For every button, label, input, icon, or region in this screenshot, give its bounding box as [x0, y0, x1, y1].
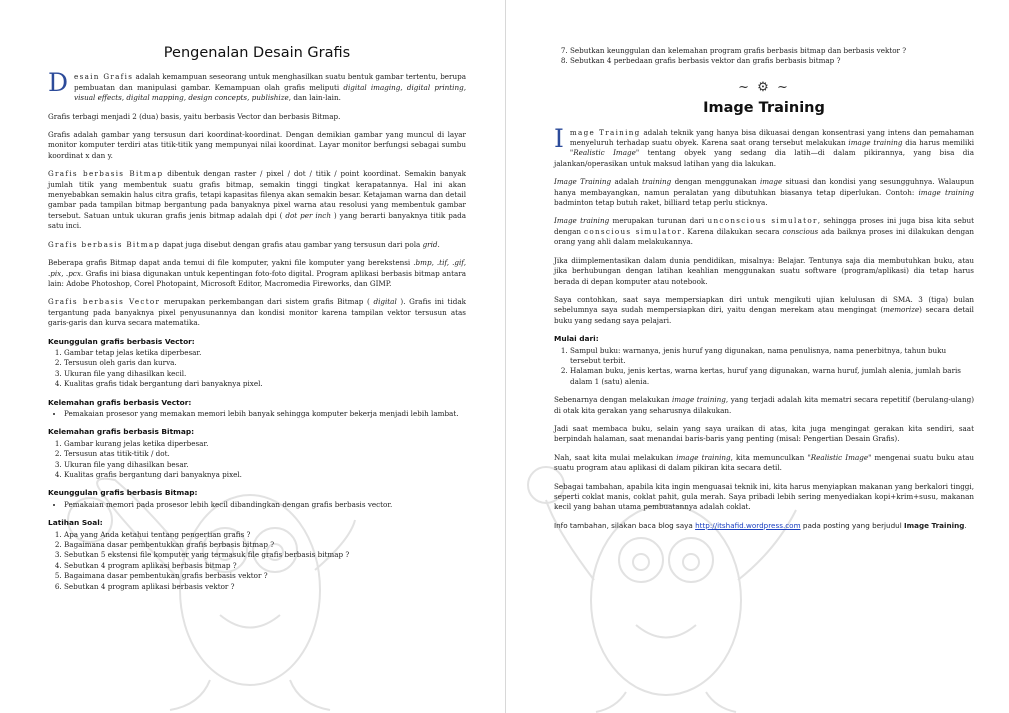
bitmap-weakness-list [48, 439, 466, 481]
mulai-list [554, 346, 974, 388]
list-item: • Pemakaian memori pada prosesor lebih kecil dibandingkan dengan grafis berbasis vector. [64, 500, 466, 510]
vector-advantages-list [48, 348, 466, 390]
exercise-list [48, 530, 466, 592]
page-title: Pengenalan Desain Grafis [163, 45, 351, 61]
list-item: 6. Sebutkan 4 program aplikasi berbasis vektor ? [64, 582, 466, 592]
section-heading: Keunggulan grafis berbasis Bitmap: [48, 488, 198, 498]
bitmap-advantages-list [48, 500, 466, 510]
paragraph: Sebagai tambahan, apabila kita ingin menguasai teknik ini, kita harus menyiapkan makanan yang berkalori tinggi, seperti coklat manis, coklat pahit, gula merah. Saya pribadi lebih sering menyediakan kopi+krim+susu, makanan kecil yang bahan utama pembuatannya adalah coklat. [554, 481, 974, 512]
list-item: 2. Tersusun oleh garis dan kurva. [64, 358, 466, 368]
dropcap: D [48, 68, 69, 98]
dropcap: I [554, 123, 564, 153]
list-item: 8. Sebutkan 4 perbedaan grafis berbasis vektor dan grafis berbasis bitmap ? [570, 56, 974, 66]
paragraph: Sebenarnya dengan melakukan image training, yang terjadi adalah kita mematri secara repetitif (berulang-ulang) di otak kita gerakan yang seharusnya dilakukan. [554, 395, 974, 415]
left-content [48, 46, 466, 592]
list-item: 7. Sebutkan keunggulan dan kelemahan program grafis berbasis bitmap dan berbasis vektor ? [570, 46, 974, 56]
list-item: 4. Kualitas grafis bergantung dari banyaknya pixel. [64, 470, 466, 480]
list-item: 2. Halaman buku, jenis kertas, warna kertas, huruf yang digunakan, warna huruf, jumlah alenia, jumlah baris dalam 1 (satu) alenia. [570, 366, 974, 387]
list-item: 5. Bagaimana dasar pembentukan grafis berbasis vektor ? [64, 571, 466, 581]
section-heading: Keunggulan grafis berbasis Vector: [48, 336, 195, 346]
right-content [554, 46, 974, 539]
list-item: 4. Sebutkan 4 program aplikasi berbasis bitmap ? [64, 561, 466, 571]
intro-paragraph: Image Training adalah teknik yang hanya bisa dikuasai dengan konsentrasi yang intens dan pemahaman menyeluruh terhadap suatu obyek. Karena saat orang tersebut melakukan image training dia harus memiliki "Realistic Image" tentang obyek yang sedang dia latih—di dalam pikirannya, yang bisa dia jalankan/operasikan untuk maksud latihan yang dia lakukan. [554, 123, 974, 168]
list-item: 1. Apa yang Anda ketahui tentang pengertian grafis ? [64, 530, 466, 540]
info-paragraph: Info tambahan, silakan baca blog saya http://itshafid.wordpress.com pada posting yang berjudul Image Training. [554, 520, 967, 530]
paragraph: Nah, saat kita mulai melakukan image training, kita memunculkan "Realistic Image" mengenai suatu buku atau suatu program atau aplikasi di dalam pikiran kita secara detil. [554, 452, 975, 473]
exercise-list-continued [554, 46, 974, 67]
blog-link[interactable]: http://itshafid.wordpress.com [695, 520, 801, 530]
section-heading: Kelemahan grafis berbasis Vector: [48, 397, 192, 407]
list-item: 1. Gambar kurang jelas ketika diperbesar. [64, 439, 466, 449]
right-page [506, 0, 1009, 713]
paragraph: Jika diimplementasikan dalam dunia pendidikan, misalnya: Belajar. Tentunya saja dia membutuhkan buku, atau jika berhubungan dengan latihan keahlian menggunakan suatu software (program/aplikasi) dia tetap harus berada di depan komputer atau notebook. [554, 255, 974, 286]
paragraph: Jadi saat membaca buku, selain yang saya uraikan di atas, kita juga mengingat gerakan kita sendiri, saat berpindah halaman, saat menandai baris-baris yang penting (misal: Pengertian Desain Grafis). [554, 423, 974, 444]
list-item: 1. Sampul buku: warnanya, jenis huruf yang digunakan, nama penulisnya, nama penerbitnya, tahun buku tersebut terbit. [570, 346, 974, 367]
section-heading: Mulai dari: [554, 334, 599, 344]
paragraph: Image training merupakan turunan dari unconscious simulator, sehingga proses ini juga bisa kita sebut dengan conscious simulator. Karena dilakukan secara conscious ada baiknya proses ini dilakukan dengan orang yang ahli dalam melakukannya. [554, 216, 974, 247]
paragraph: Beberapa grafis Bitmap dapat anda temui di file komputer, yakni file komputer yang berekstensi .bmp, .tif, .gif, .pix, .pcx. Grafis ini biasa digunakan untuk kepentingan foto-foto digital. Program aplikasi berbasis bitmap antara lain: Adobe Photoshop, Corel Photopaint, Microsoft Editor, Macromedia Fireworks, dan GIMP. [48, 258, 466, 288]
paragraph: Saya contohkan, saat saya mempersiapkan diri untuk mengikuti ujian kelulusan di SMA. 3 (tiga) bulan sebelumnya saya sudah mempersiapkan diri, yaitu dengan merekam atau mengingat (memorize) secara detail buku yang sedang saya pelajari. [554, 294, 974, 325]
vector-weakness-list [48, 409, 466, 419]
list-item: 3. Sebutkan 5 ekstensi file komputer yang termasuk file grafis berbasis bitmap ? [64, 550, 466, 560]
list-item: 2. Tersusun atas titik-titik / dot. [64, 449, 466, 459]
list-item: 3. Ukuran file yang dihasilkan kecil. [64, 369, 466, 379]
page-title: Image Training [703, 100, 825, 117]
paragraph: Image Training adalah training dengan menggunakan image situasi dan kondisi yang sesungguhnya. Walaupun hanya membayangkan, namun peralatan yang dibutuhkan biasanya tetap diperlukan. Contoh: image training badminton tetap butuh raket, billiard tetap perlu sticknya. [554, 177, 975, 208]
ornament-icon: ~ ⚙ ~ [738, 79, 790, 95]
paragraph: Grafis berbasis Bitmap dapat juga disebut dengan grafis atau gambar yang tersusun dari pola grid. [48, 239, 440, 249]
section-heading: Kelemahan grafis berbasis Bitmap: [48, 427, 195, 437]
paragraph: Grafis berbasis Bitmap dibentuk dengan raster / pixel / dot / titik / point koordinat. Semakin banyak jumlah titik yang membentuk suatu grafis bitmap, semakin tinggi tingkat kerapatannya. Hal ini akan menyebabkan semakin halus citra grafis, tetapi kapasitas filenya akan semakin besar. Ketajaman warna dan detail gambar pada tampilan bitmap bergantung pada banyaknya pixel warna atau resolusi yang membentuk gambar tersebut. Satuan untuk ukuran grafis jenis bitmap adalah dpi ( dot per inch ) yang berarti banyaknya titik pada satu inci. [48, 169, 466, 231]
paragraph: Grafis adalah gambar yang tersusun dari koordinat-koordinat. Dengan demikian gambar yang muncul di layar monitor komputer terdiri atas titik-titik yang mempunyai nilai koordinat. Layar monitor berfungsi sebagai sumbu koordinat x dan y. [48, 130, 466, 160]
list-item: 2. Bagaimana dasar pembentukkan grafis berbasis bitmap ? [64, 540, 466, 550]
section-heading: Latihan Soal: [48, 518, 103, 528]
list-item: • Pemakaian prosesor yang memakan memori lebih banyak sehingga komputer bekerja menjadi lebih lambat. [64, 409, 466, 419]
list-item: 4. Kualitas grafis tidak bergantung dari banyaknya pixel. [64, 379, 466, 389]
paragraph: Grafis terbagi menjadi 2 (dua) basis, yaitu berbasis Vector dan berbasis Bitmap. [48, 111, 341, 121]
intro-paragraph: Desain Grafis adalah kemampuan seseorang untuk menghasilkan suatu bentuk gambar tertentu, berupa pembuatan dan manipulasi gambar. Kemampuan olah grafis meliputi digital imaging, digital printing, visual effects, digital mapping, design concepts, publishize, dan lain-lain. [48, 68, 466, 103]
paragraph: Grafis berbasis Vector merupakan perkembangan dari sistem grafis Bitmap ( digital ). Grafis ini tidak tergantung pada banyaknya pixel penyusunannya dan kondisi monitor karena tampilan vektor tersusun atas garis-garis dan kurva secara matematika. [48, 297, 466, 328]
list-item: 1. Gambar tetap jelas ketika diperbesar. [64, 348, 466, 358]
list-item: 3. Ukuran file yang dihasilkan besar. [64, 460, 466, 470]
